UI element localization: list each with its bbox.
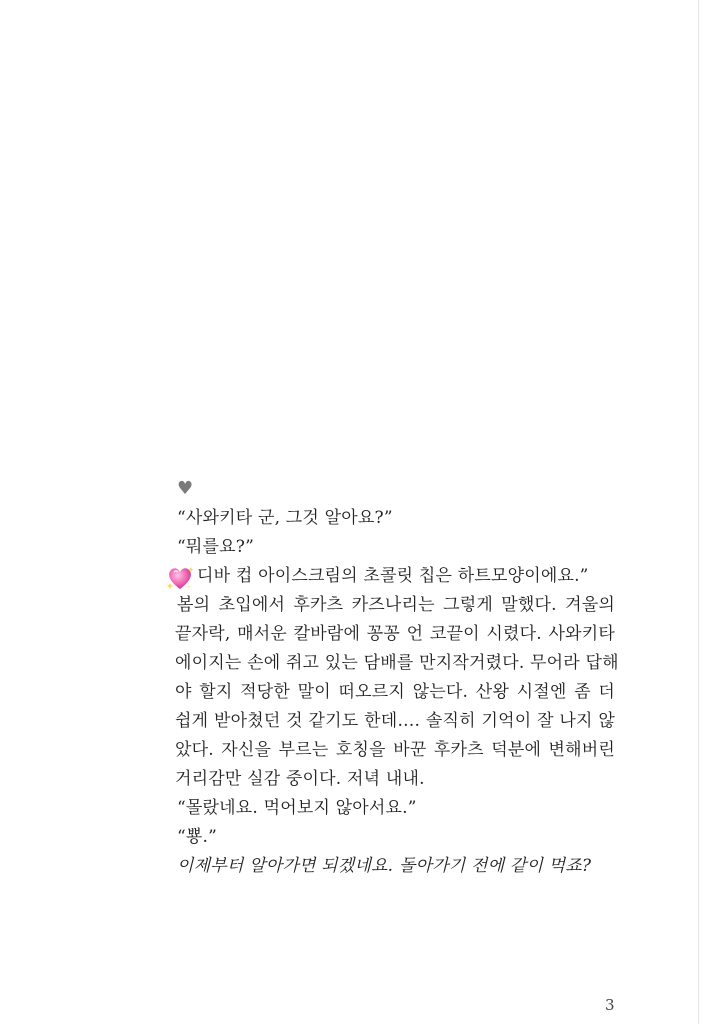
paragraph-line-3: 에이지는 손에 쥐고 있는 담배를 만지작거렸다. 무어라 답해	[175, 653, 619, 673]
story-text	[175, 474, 619, 881]
page-edge-divider	[698, 0, 699, 1024]
section-mark-line	[175, 474, 615, 504]
paragraph-line-6: 았다. 자신을 부르는 호칭을 바꾼 후카츠 덕분에 변해버린	[175, 740, 615, 760]
paragraph-line-4: 야 할지 적당한 말이 떠오르지 않는다. 산왕 시절엔 좀 더	[175, 682, 615, 702]
dialogue-line-3	[175, 562, 615, 591]
paragraph-line-2: 끝자락, 매서운 칼바람에 꽁꽁 언 코끝이 시렸다. 사와키타	[175, 624, 615, 644]
dialogue-line-1: “사와키타 군, 그것 알아요?”	[177, 508, 393, 528]
heart-icon: ♥	[177, 478, 194, 499]
sparkling-heart-icon	[165, 563, 195, 593]
paragraph-line-1: 봄의 초입에서 후카츠 카즈나리는 그렇게 말했다. 겨울의	[177, 595, 615, 615]
dialogue-line-5: “뿅.”	[177, 827, 218, 847]
page-number: 3	[605, 996, 615, 1014]
paragraph-line-7: 거리감만 실감 중이다. 저녁 내내.	[175, 769, 425, 789]
inner-thought-line: 이제부터 알아가면 되겠네요. 돌아가기 전에 같이 먹죠?	[177, 856, 592, 876]
dialogue-line-2: “뭐를요?”	[177, 537, 254, 557]
paragraph-line-5: 쉽게 받아쳤던 것 같기도 한데…. 솔직히 기억이 잘 나지 않	[175, 711, 615, 731]
dialogue-line-4: “몰랐네요. 먹어보지 않아서요.”	[177, 798, 417, 818]
dialogue-line-3-text: 디바 컵 아이스크림의 초콜릿 칩은 하트모양이에요.”	[197, 566, 589, 586]
